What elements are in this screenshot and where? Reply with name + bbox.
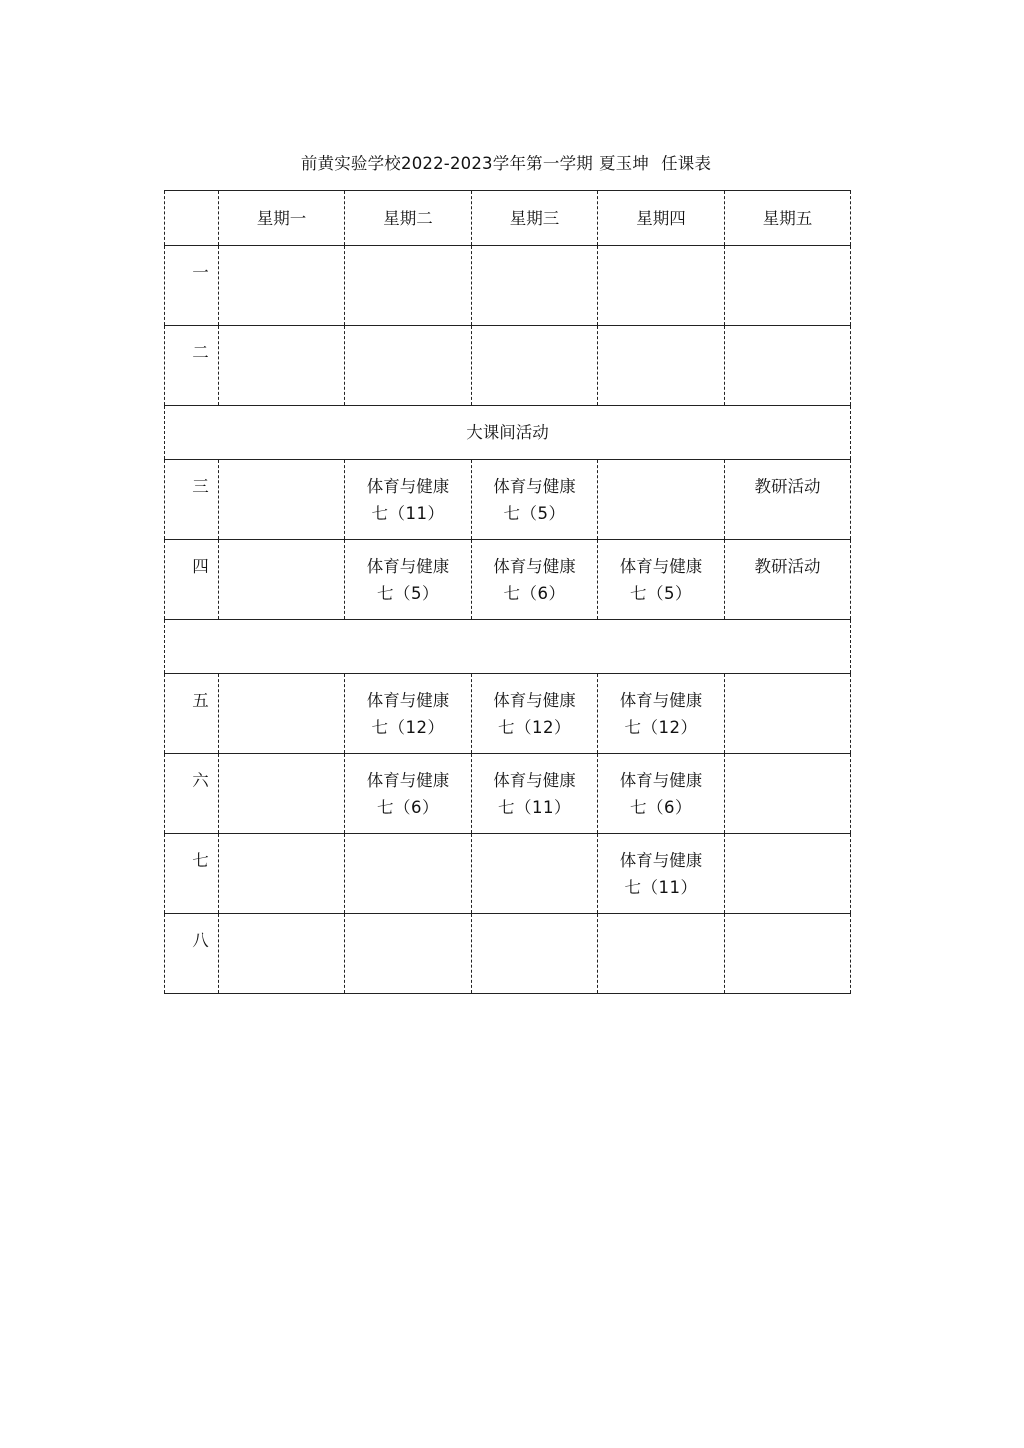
- day-header: 星期一: [219, 191, 345, 246]
- schedule-cell: [345, 754, 472, 834]
- schedule-cell: [725, 834, 851, 914]
- schedule-cell: [472, 540, 598, 620]
- class-name: 七（11）: [371, 504, 445, 523]
- banner-row: [165, 620, 851, 674]
- course-name: 体育与健康: [366, 691, 450, 710]
- period-label: 七: [165, 834, 219, 914]
- period-label: 三: [165, 460, 219, 540]
- schedule-cell: [345, 834, 472, 914]
- schedule-cell: [472, 460, 598, 540]
- schedule-cell: [219, 246, 345, 326]
- class-name: 七（5）: [503, 504, 566, 523]
- schedule-cell: [725, 914, 851, 994]
- period-row: [165, 754, 851, 834]
- period-row: [165, 326, 851, 406]
- title-doc-type: 任课表: [661, 154, 712, 173]
- title-school: 前黄实验学校: [300, 154, 402, 173]
- schedule-cell: [725, 540, 851, 620]
- title-year: 2022-2023: [401, 154, 493, 173]
- schedule-cell: [345, 326, 472, 406]
- course-name: 体育与健康: [493, 477, 576, 496]
- schedule-cell: [219, 914, 345, 994]
- page-title: [0, 152, 1012, 176]
- schedule-cell: [219, 326, 345, 406]
- course-name: 体育与健康: [619, 557, 703, 576]
- banner-cell: 大课间活动: [165, 406, 851, 460]
- schedule-cell: [598, 326, 725, 406]
- schedule-cell: [472, 834, 598, 914]
- schedule-cell: [345, 914, 472, 994]
- period-row: [165, 834, 851, 914]
- title-teacher: 夏玉坤: [598, 154, 650, 173]
- class-name: 七（5）: [630, 584, 692, 603]
- course-name: 教研活动: [754, 557, 821, 576]
- schedule-cell: [725, 460, 851, 540]
- schedule-cell: [219, 754, 345, 834]
- period-label: 二: [165, 326, 219, 406]
- schedule-cell: [598, 540, 725, 620]
- course-name: 体育与健康: [619, 851, 703, 870]
- class-name: 七（11）: [624, 878, 698, 897]
- schedule-cell: [598, 246, 725, 326]
- schedule-cell: [472, 326, 598, 406]
- period-label: 五: [165, 674, 219, 754]
- day-header: 星期三: [472, 191, 598, 246]
- schedule-cell: [472, 674, 598, 754]
- period-label: 八: [165, 914, 219, 994]
- course-name: 体育与健康: [366, 557, 450, 576]
- schedule-cell: [725, 326, 851, 406]
- schedule-cell: [725, 674, 851, 754]
- schedule-cell: [725, 754, 851, 834]
- course-name: 体育与健康: [493, 557, 576, 576]
- class-name: 七（6）: [630, 798, 692, 817]
- schedule-cell: [345, 674, 472, 754]
- title-term: 学年第一学期: [492, 154, 593, 173]
- schedule-cell: [472, 754, 598, 834]
- schedule-cell: [219, 674, 345, 754]
- period-row: [165, 246, 851, 326]
- class-name: 七（6）: [503, 584, 566, 603]
- course-name: 教研活动: [754, 477, 821, 496]
- schedule-cell: [598, 914, 725, 994]
- schedule-cell: [219, 834, 345, 914]
- period-label: 一: [165, 246, 219, 326]
- schedule-table: [164, 190, 851, 994]
- schedule-cell: [598, 834, 725, 914]
- period-row: [165, 674, 851, 754]
- course-name: 体育与健康: [619, 771, 703, 790]
- course-name: 体育与健康: [619, 691, 703, 710]
- class-name: 七（5）: [377, 584, 439, 603]
- course-name: 体育与健康: [493, 771, 576, 790]
- schedule-cell: [345, 246, 472, 326]
- schedule-cell: [598, 674, 725, 754]
- period-label: 四: [165, 540, 219, 620]
- banner-cell: [165, 620, 851, 674]
- schedule-cell: [219, 540, 345, 620]
- period-row: [165, 540, 851, 620]
- class-name: 七（12）: [371, 718, 445, 737]
- day-header: 星期五: [725, 191, 851, 246]
- schedule-cell: [598, 460, 725, 540]
- banner-row: [165, 406, 851, 460]
- period-label: 六: [165, 754, 219, 834]
- period-row: [165, 914, 851, 994]
- schedule-cell: [472, 914, 598, 994]
- period-row: [165, 460, 851, 540]
- corner-cell: [165, 191, 219, 246]
- class-name: 七（11）: [498, 798, 571, 817]
- course-name: 体育与健康: [366, 477, 450, 496]
- course-name: 体育与健康: [493, 691, 576, 710]
- day-header: 星期二: [345, 191, 472, 246]
- class-name: 七（6）: [377, 798, 439, 817]
- class-name: 七（12）: [624, 718, 698, 737]
- schedule-cell: [598, 754, 725, 834]
- class-name: 七（12）: [498, 718, 571, 737]
- header-row: [165, 191, 851, 246]
- schedule-cell: [345, 540, 472, 620]
- schedule-cell: [345, 460, 472, 540]
- schedule-cell: [219, 460, 345, 540]
- schedule-cell: [725, 246, 851, 326]
- course-name: 体育与健康: [366, 771, 450, 790]
- day-header: 星期四: [598, 191, 725, 246]
- schedule-cell: [472, 246, 598, 326]
- schedule-body: [165, 191, 851, 994]
